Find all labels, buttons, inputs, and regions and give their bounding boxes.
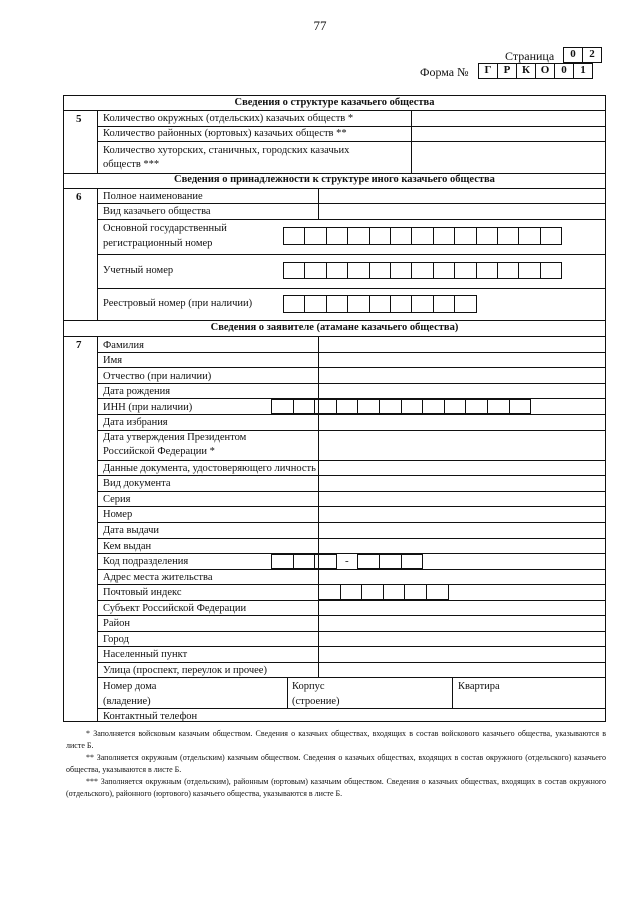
char-box[interactable] [509, 399, 532, 414]
char-box[interactable] [454, 227, 476, 245]
char-box[interactable] [293, 399, 316, 414]
char-box[interactable] [293, 554, 316, 569]
char-box[interactable] [336, 399, 359, 414]
char-box[interactable] [411, 262, 433, 279]
form-label: Форма № [420, 65, 469, 79]
char-box[interactable] [347, 262, 369, 279]
char-box[interactable] [326, 262, 348, 279]
row-label: Субъект Российской Федерации [103, 603, 247, 614]
char-box[interactable] [347, 295, 369, 313]
row-label: Дата рождения [103, 386, 171, 397]
row-label: Вид документа [103, 478, 171, 489]
row-label: регистрационный номер [103, 238, 213, 249]
section-applicant-title: Сведения о заявителе (атамане казачьего общества) [210, 322, 459, 333]
row-label: Количество районных (юртовых) казачьих обществ ** [103, 128, 347, 139]
char-box[interactable] [422, 399, 445, 414]
char-box[interactable] [476, 262, 498, 279]
row-label: Имя [103, 355, 123, 366]
footnote-3: *** Заполняется окружным (отдельским), районным (юртовым) казачьим обществом. Сведения о казачьих обществах, входящих в состав окружного (отдельского), районного (юртового) казачьего общества, указываются в листе Б. [66, 777, 606, 798]
page-label: Страница [505, 49, 555, 63]
char-box[interactable] [444, 399, 467, 414]
row-label: Количество хуторских, станичных, городских казачьих [103, 145, 350, 156]
char-box[interactable] [283, 227, 305, 245]
char-box[interactable] [369, 295, 391, 313]
char-box[interactable] [433, 295, 455, 313]
char-box[interactable] [411, 295, 433, 313]
section-5-number: 5 [76, 113, 82, 125]
char-box[interactable] [326, 227, 348, 245]
char-box[interactable] [271, 399, 294, 414]
char-box[interactable] [283, 262, 305, 279]
row-label: Код подразделения [103, 556, 189, 567]
char-box[interactable] [433, 227, 455, 245]
char-box[interactable] [518, 227, 540, 245]
form-code-char: О [535, 63, 555, 79]
row-label: Почтовый индекс [103, 587, 182, 598]
char-box[interactable] [454, 295, 476, 313]
row-label: Кем выдан [103, 541, 152, 552]
row-label: Номер дома [103, 681, 157, 692]
char-box[interactable] [361, 584, 384, 600]
char-box[interactable] [314, 399, 337, 414]
char-box[interactable] [357, 399, 380, 414]
division-code-dash: - [345, 555, 349, 567]
form-code-char: 0 [554, 63, 574, 79]
row-label: Фамилия [103, 340, 144, 351]
row-label: Контактный телефон [103, 711, 198, 722]
row-label: Район [103, 618, 130, 629]
char-box[interactable] [497, 227, 519, 245]
char-box[interactable] [340, 584, 363, 600]
row-label: Дата утверждения Президентом [103, 432, 247, 443]
row-label: Количество окружных (отдельских) казачьих обществ * [103, 113, 354, 124]
row-label: Город [103, 634, 129, 645]
char-box[interactable] [401, 554, 424, 569]
char-box[interactable] [540, 262, 562, 279]
page-digit: 2 [582, 47, 602, 63]
char-box[interactable] [304, 295, 326, 313]
section-membership-title: Сведения о принадлежности к структуре иного казачьего общества [174, 174, 495, 185]
char-box[interactable] [379, 554, 402, 569]
row-label: (строение) [292, 696, 340, 707]
char-box[interactable] [390, 295, 412, 313]
form-code-char: Р [497, 63, 517, 79]
row-label: Населенный пункт [103, 649, 188, 660]
row-label: обществ *** [103, 159, 160, 170]
section-6-number: 6 [76, 191, 82, 203]
row-label: Дата выдачи [103, 525, 160, 536]
char-box[interactable] [271, 554, 294, 569]
row-label: Квартира [458, 681, 500, 692]
char-box[interactable] [318, 584, 341, 600]
row-label: Номер [103, 509, 133, 520]
row-label: Российской Федерации * [103, 446, 215, 457]
section-7-number: 7 [76, 339, 82, 351]
row-label: Адрес места жительства [103, 572, 213, 583]
row-label: Вид казачьего общества [103, 206, 211, 217]
char-box[interactable] [518, 262, 540, 279]
char-box[interactable] [304, 262, 326, 279]
form-code-char: К [516, 63, 536, 79]
row-label: Корпус [292, 681, 325, 692]
row-label: Реестровый номер (при наличии) [103, 298, 253, 309]
row-label: Основной государственный [103, 223, 227, 234]
char-box[interactable] [426, 584, 449, 600]
char-box[interactable] [390, 262, 412, 279]
char-box[interactable] [497, 262, 519, 279]
form-code-char: 1 [573, 63, 593, 79]
char-box[interactable] [283, 295, 305, 313]
char-box[interactable] [433, 262, 455, 279]
char-box[interactable] [369, 227, 391, 245]
page-digit: 0 [563, 47, 583, 63]
form-code-char: Г [478, 63, 498, 79]
char-box[interactable] [411, 227, 433, 245]
char-box[interactable] [357, 554, 380, 569]
row-label: Серия [103, 494, 131, 505]
row-label: Учетный номер [103, 265, 174, 276]
char-box[interactable] [383, 584, 406, 600]
char-box[interactable] [487, 399, 510, 414]
char-box[interactable] [454, 262, 476, 279]
char-box[interactable] [465, 399, 488, 414]
char-box[interactable] [314, 554, 337, 569]
char-box[interactable] [404, 584, 427, 600]
char-box[interactable] [369, 262, 391, 279]
row-label: Дата избрания [103, 417, 168, 428]
char-box[interactable] [390, 227, 412, 245]
row-label: Полное наименование [103, 191, 203, 202]
row-label: (владение) [103, 696, 151, 707]
footnote-1: * Заполняется войсковым казачьим обществом. Сведения о казачьих обществах, входящих в состав войскового казачьего общества, указываются в листе Б. [66, 729, 606, 750]
row-label: Улица (проспект, переулок и прочее) [103, 665, 267, 676]
char-box[interactable] [401, 399, 424, 414]
row-label: ИНН (при наличии) [103, 402, 193, 413]
row-label: Отчество (при наличии) [103, 371, 212, 382]
page-number: 77 [313, 18, 327, 33]
char-box[interactable] [379, 399, 402, 414]
char-box[interactable] [476, 227, 498, 245]
row-label: Данные документа, удостоверяющего личность [103, 463, 316, 474]
section-structure-title: Сведения о структуре казачьего общества [234, 97, 435, 108]
char-box[interactable] [347, 227, 369, 245]
char-box[interactable] [540, 227, 562, 245]
char-box[interactable] [326, 295, 348, 313]
char-box[interactable] [304, 227, 326, 245]
footnote-2: ** Заполняется окружным (отдельским) казачьим обществом. Сведения о казачьих обществах, входящих в состав окружного (отдельского) казачьего общества, указываются в листе Б. [66, 753, 606, 774]
